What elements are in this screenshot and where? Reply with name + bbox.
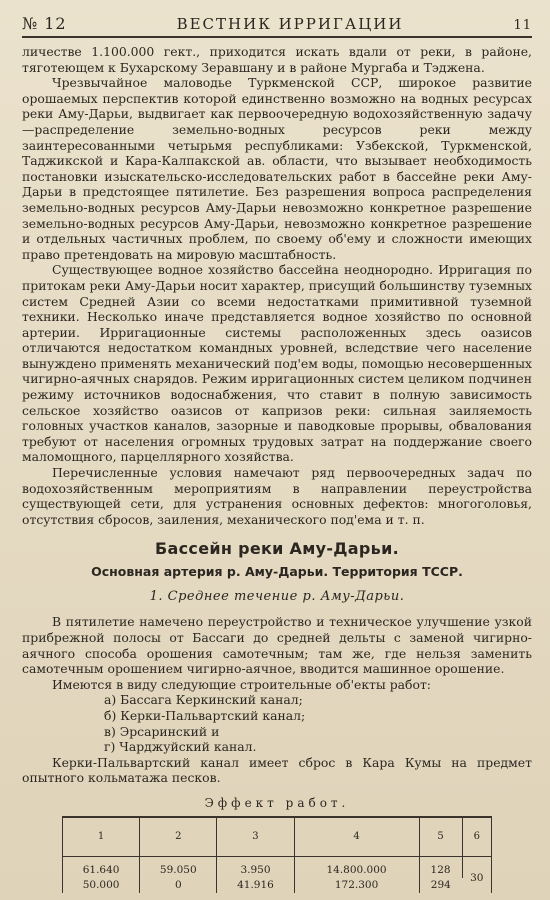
issue-number: № 12 [22, 14, 67, 33]
journal-title: ВЕСТНИК ИРРИГАЦИИ [176, 15, 404, 33]
section-title: Бассейн реки Аму-Дарьи. [155, 539, 399, 559]
effect-table [62, 816, 492, 893]
paragraph-five-year-plan: В пятилетие намечено переустройство и техническое улучшение узкой прибрежной полосы от Бассаги до средней дельты с заменой чигирно-аячного способа орошения самотечным; там же, где нельзя заменить самотечным орошением чигирно-аячное, вводится машинное орошение. [22, 614, 532, 677]
section-subtitle: Основная артерия р. Аму-Дарьи. Территория ТССР. [91, 564, 463, 580]
table-cell: 0 [140, 878, 217, 893]
table-cell: 61.640 [63, 856, 140, 878]
table-row [63, 856, 492, 878]
page-number: 11 [513, 18, 532, 33]
list-item: г) Чарджуйский канал. [104, 739, 257, 755]
list-item: б) Керки-Пальвартский канал; [104, 707, 306, 723]
table-header-row [63, 817, 492, 857]
table-cell: 30 [470, 871, 484, 884]
table-row [63, 878, 492, 893]
paragraph-turkmen-water: Чрезвычайное маловодье Туркменской ССР, широкое развитие орошаемых перспектив которой единственно возможно на водных ресурсах реки Аму-Дарьи, выдвигает как первоочередную водохозяйственную задачу—распределение земельно-водных ресурсов реки между заинтересованными четырьмя республиками: Узбекской, Туркменской, Таджикской и Кара-Калпакской ав. области, что вызывает необходимость постановки изыскательско-исследовательских работ в бассейне реки Аму-Дарьи в предстоящее пятилетие. Без разрешения вопроса распределения земельно-водных ресурсов Аму-Дарьи невозможно конкретное разрешение земельно-водных ресурсов Аму-Дарьи, невозможно конкретное разрешение и отдельных частичных проблем, по своему об'ему и сложности имеющих право претендовать на мировую масштабность. [22, 75, 532, 262]
table-cell: 172.300 [294, 878, 419, 893]
column-header: 4 [294, 817, 419, 857]
works-list [22, 692, 532, 754]
column-header: 6 [462, 817, 491, 857]
list-item: а) Бассага Керкинский канал; [104, 692, 303, 708]
running-header [22, 14, 532, 38]
paragraph-continued: личестве 1.100.000 гект., приходится искать вдали от реки, в районе, тяготеющем к Бухарскому Зеравшану и в районе Мургаба и Тэджена. [22, 44, 532, 75]
table-cell: 128 [419, 856, 462, 878]
table-cell: 59.050 [140, 856, 217, 878]
table-cell: 41.916 [217, 878, 294, 893]
column-header: 3 [217, 817, 294, 857]
table-cell: 294 [430, 879, 451, 892]
table-caption: Эффект работ. [204, 795, 350, 810]
table-cell: 3.950 [217, 856, 294, 878]
table-cell: 14.800.000 [294, 856, 419, 878]
paragraph-existing-economy: Существующее водное хозяйство бассейна неоднородно. Ирригация по притокам реки Аму-Дарьи носит характер, присущий большинству туземных систем Средней Азии со всеми недостатками примитивной туземной техники. Несколько иначе представляется водное хозяйство по основной артерии. Ирригационные системы расположенных здесь оазисов отличаются недостатком командных уровней, вследствие чего население вынуждено применять механический под'ем воды, помощью несовершенных чигирно-аячных снарядов. Режим ирригационных систем целиком подчинен режиму источников водоснабжения, что ставит в полную зависимость сельское хозяйство оазисов от капризов реки: сильная заиляемость головных участков каналов, зазорные и паводковые прорывы, обвалования требуют от населения огромных трудовых затрат на поддержание своего маломощного, парцеллярного хозяйства. [22, 262, 532, 465]
paragraph-kerki-canal: Керки-Пальвартский канал имеет сброс в Кара Кумы на предмет опытного кольматажа песков. [22, 754, 532, 786]
table-cell: 50.000 [63, 878, 140, 893]
list-item: в) Эрсаринский и [104, 723, 220, 739]
section-subsubtitle: 1. Среднее течение р. Аму-Дарьи. [149, 589, 405, 605]
paragraph-works-intro: Имеются в виду следующие строительные об'екты работ: [52, 676, 431, 692]
column-header: 1 [63, 817, 140, 857]
column-header: 2 [140, 817, 217, 857]
paragraph-tasks: Перечисленные условия намечают ряд первоочередных задач по водохозяйственным мероприятиям в направлении переустройства существующей сети, для устранения основных дефектов: многоголовья, отсутствия сбросов, заиления, механического под'ема и т. п. [22, 465, 532, 527]
column-header: 5 [419, 817, 462, 857]
